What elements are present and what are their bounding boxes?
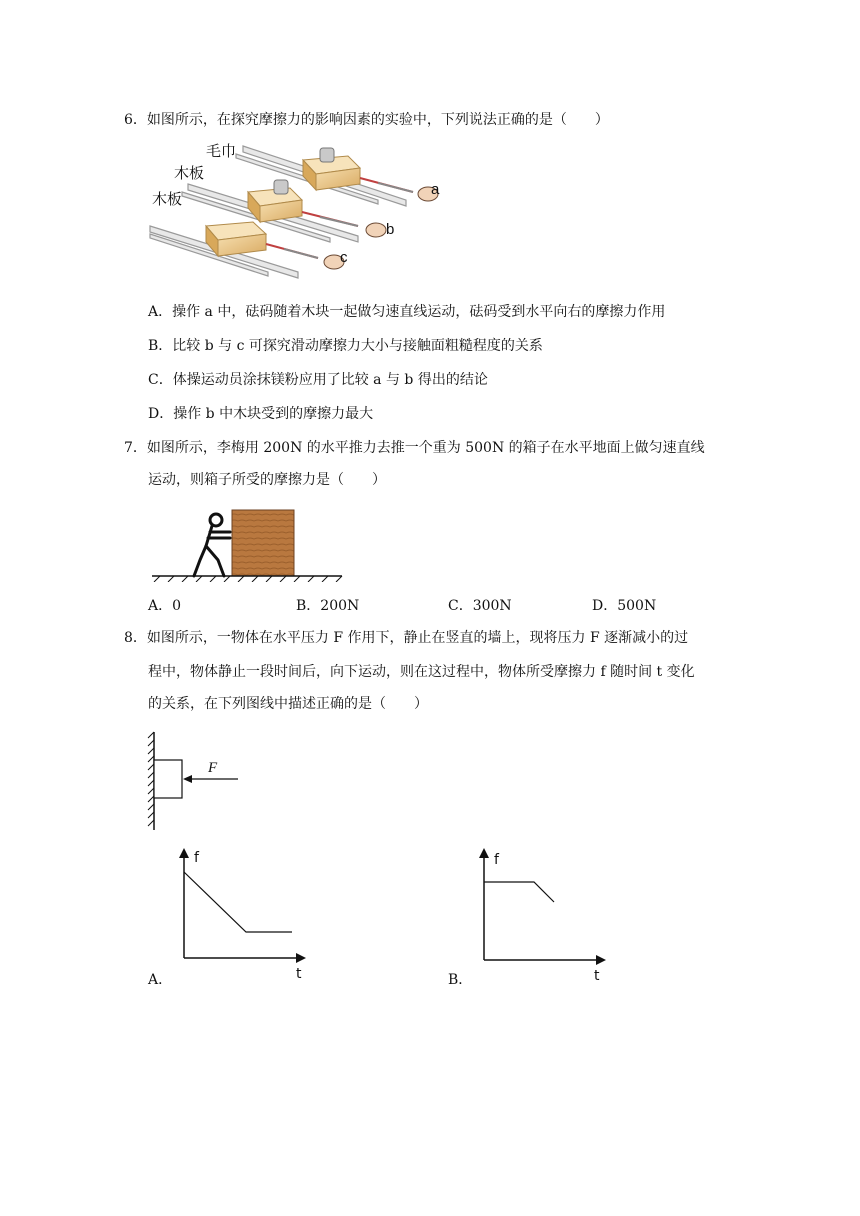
- force-label: F: [208, 760, 218, 776]
- q8-stem-line1: 8．如图所示，一物体在水平压力 F 作用下，静止在竖直的墙上，现将压力 F 逐渐减小的过: [124, 630, 689, 646]
- q7-option-a: A．0: [148, 598, 182, 614]
- graph-a: [168, 846, 318, 982]
- push-box-figure: [150, 506, 344, 582]
- arrow-right-icon: [596, 955, 606, 965]
- q6-option-a: A．操作 a 中，砝码随着木块一起做匀速直线运动，砝码受到水平向右的摩擦力作用: [148, 304, 666, 320]
- wall-force-figure: [146, 730, 246, 832]
- label-board-1: 木板: [174, 165, 205, 182]
- arrow-left-icon: [183, 775, 192, 783]
- q7-stem-line2: 运动，则箱子所受的摩擦力是（ ）: [148, 472, 386, 488]
- person-pushing-icon: [194, 514, 230, 576]
- q8-stem-line3: 的关系，在下列图线中描述正确的是（ ）: [148, 696, 428, 712]
- q8-stem-line2: 程中，物体静止一段时间后，向下运动，则在这过程中，物体所受摩擦力 f 随时间 t 变化: [148, 664, 695, 680]
- arrow-right-icon: [296, 953, 306, 963]
- arrow-up-icon: [479, 848, 489, 858]
- q7-option-b: B．200N: [296, 598, 360, 614]
- q8-option-a: A．: [148, 972, 173, 988]
- q8-option-b: B．: [448, 972, 473, 988]
- label-board-2: 木板: [152, 191, 183, 208]
- q6-stem: 6．如图所示，在探究摩擦力的影响因素的实验中，下列说法正确的是（ ）: [124, 112, 609, 128]
- q7-stem-line1: 7．如图所示，李梅用 200N 的水平推力去推一个重为 500N 的箱子在水平地面上做匀速直线: [124, 440, 705, 456]
- object-block: [154, 760, 182, 798]
- graph-b-xlabel: t: [594, 968, 600, 982]
- graph-b: [468, 846, 618, 982]
- q6-option-b: B．比较 b 与 c 可探究滑动摩擦力大小与接触面粗糙程度的关系: [148, 338, 543, 354]
- arrow-up-icon: [179, 848, 189, 858]
- graph-a-ylabel: f: [194, 850, 199, 866]
- graph-b-curve: [484, 882, 554, 902]
- q6-option-d: D．操作 b 中木块受到的摩擦力最大: [148, 406, 374, 422]
- label-towel: 毛巾: [206, 143, 237, 160]
- graph-a-xlabel: t: [296, 966, 302, 982]
- wooden-box: [232, 510, 294, 576]
- hand-b-icon: [366, 223, 386, 237]
- graph-a-curve: [184, 872, 292, 932]
- q6-option-c: C．体操运动员涂抹镁粉应用了比较 a 与 b 得出的结论: [148, 372, 488, 388]
- graph-b-ylabel: f: [494, 852, 499, 868]
- block-c: [206, 222, 318, 258]
- label-b: b: [386, 221, 395, 238]
- label-a: a: [431, 181, 440, 198]
- label-c: c: [340, 249, 348, 266]
- q7-option-d: D．500N: [592, 598, 657, 614]
- friction-experiment-figure: [148, 138, 448, 290]
- q7-option-c: C．300N: [448, 598, 512, 614]
